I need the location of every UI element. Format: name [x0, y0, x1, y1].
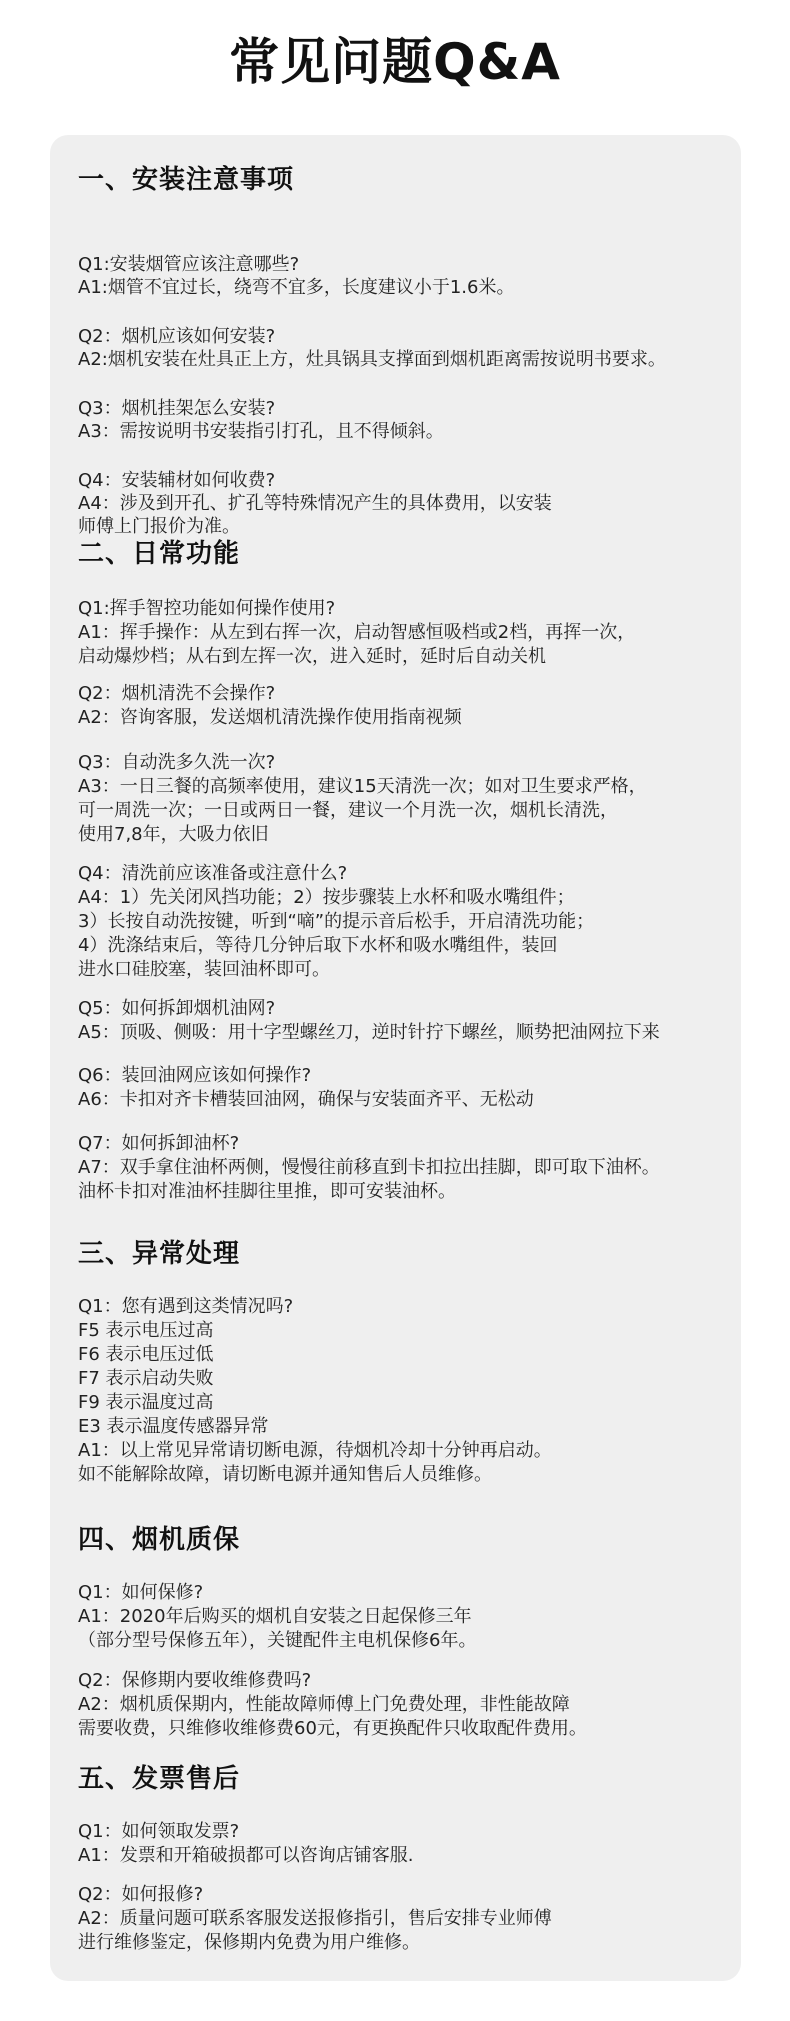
answer: A4：1）先关闭风挡功能；2）按步骤装上水杯和吸水嘴组件；: [78, 887, 575, 908]
question: Q2：烟机应该如何安装?: [78, 326, 276, 347]
error-code: F9 表示温度过高: [78, 1392, 214, 1413]
error-code: F7 表示启动失败: [78, 1368, 214, 1389]
question: Q4：清洗前应该准备或注意什么?: [78, 863, 348, 884]
answer: A3：一日三餐的高频率使用，建议15天清洗一次；如对卫生要求严格，: [78, 776, 647, 797]
section-exceptions: [78, 1237, 738, 1485]
answer: A1：以上常见异常请切断电源，待烟机冷却十分钟再启动。: [78, 1440, 552, 1461]
question: Q3：自动洗多久洗一次?: [78, 752, 276, 773]
section-invoice-aftersales: [78, 1762, 738, 1953]
answer: A1:烟管不宜过长，绕弯不宜多，长度建议小于1.6米。: [78, 277, 515, 298]
error-code: E3 表示温度传感器异常: [78, 1416, 269, 1437]
section-daily-functions: [78, 537, 738, 1202]
question: Q2：烟机清洗不会操作?: [78, 683, 276, 704]
answer: A4：涉及到开孔、扩孔等特殊情况产生的具体费用，以安装: [78, 493, 552, 514]
answer: 3）长按自动洗按键，听到“嘀”的提示音后松手，开启清洗功能；: [78, 911, 595, 932]
question: Q1：如何保修?: [78, 1582, 204, 1603]
answer: 油杯卡扣对准油杯挂脚往里推，即可安装油杯。: [78, 1181, 456, 1202]
answer: A1：挥手操作：从左到右挥一次，启动智感恒吸档或2档，再挥一次，: [78, 622, 636, 643]
answer: A2:烟机安装在灶具正上方，灶具锅具支撑面到烟机距离需按说明书要求。: [78, 349, 666, 370]
question: Q1：如何领取发票?: [78, 1821, 240, 1842]
answer: A2：咨询客服，发送烟机清洗操作使用指南视频: [78, 707, 462, 728]
section-warranty: [78, 1523, 738, 1739]
answer: 可一周洗一次；一日或两日一餐，建议一个月洗一次，烟机长清洗，: [78, 800, 618, 821]
question: Q2：保修期内要收维修费吗?: [78, 1670, 312, 1691]
answer: 师傅上门报价为准。: [78, 516, 240, 537]
answer: A1：发票和开箱破损都可以咨询店铺客服.: [78, 1845, 414, 1866]
question: Q6：装回油网应该如何操作?: [78, 1065, 312, 1086]
answer: 进行维修鉴定，保修期内免费为用户维修。: [78, 1932, 420, 1953]
question: Q7：如何拆卸油杯?: [78, 1133, 240, 1154]
answer: A3：需按说明书安装指引打孔，且不得倾斜。: [78, 421, 444, 442]
section-title: 四、烟机质保: [78, 1525, 241, 1555]
answer: A1：2020年后购买的烟机自安装之日起保修三年: [78, 1606, 472, 1627]
answer: 进水口硅胶塞，装回油杯即可。: [78, 959, 330, 980]
question: Q2：如何报修?: [78, 1884, 204, 1905]
question: Q4：安装辅材如何收费?: [78, 470, 276, 491]
error-code: F5 表示电压过高: [78, 1320, 214, 1341]
section-title: 一、安装注意事项: [78, 165, 295, 195]
section-title: 五、发票售后: [78, 1764, 241, 1794]
answer: （部分型号保修五年），关键配件主电机保修6年。: [78, 1630, 477, 1651]
section-installation: [78, 163, 738, 537]
page-title: 常见问题Q&A: [229, 33, 561, 91]
answer: 使用7,8年，大吸力依旧: [78, 824, 269, 845]
question: Q1:安装烟管应该注意哪些?: [78, 254, 300, 275]
answer: 4）洗涤结束后，等待几分钟后取下水杯和吸水嘴组件，装回: [78, 935, 558, 956]
question: Q1：您有遇到这类情况吗?: [78, 1296, 294, 1317]
answer: A2：质量问题可联系客服发送报修指引，售后安排专业师傅: [78, 1908, 552, 1929]
answer: 需要收费，只维修收维修费60元，有更换配件只收取配件费用。: [78, 1718, 587, 1739]
section-title: 二、日常功能: [78, 539, 241, 569]
answer: 如不能解除故障，请切断电源并通知售后人员维修。: [78, 1464, 492, 1485]
faq-card: [50, 135, 741, 1981]
answer: 启动爆炒档；从右到左挥一次，进入延时，延时后自动关机: [78, 646, 546, 667]
question: Q3：烟机挂架怎么安装?: [78, 398, 276, 419]
question: Q1:挥手智控功能如何操作使用?: [78, 598, 336, 619]
answer: A2：烟机质保期内，性能故障师傅上门免费处理，非性能故障: [78, 1694, 570, 1715]
answer: A7：双手拿住油杯两侧，慢慢往前移直到卡扣拉出挂脚，即可取下油杯。: [78, 1157, 660, 1178]
question: Q5：如何拆卸烟机油网?: [78, 998, 276, 1019]
section-title: 三、异常处理: [78, 1239, 241, 1269]
answer: A5：顶吸、侧吸：用十字型螺丝刀，逆时针拧下螺丝，顺势把油网拉下来: [78, 1022, 660, 1043]
error-code: F6 表示电压过低: [78, 1344, 214, 1365]
answer: A6：卡扣对齐卡槽装回油网，确保与安装面齐平、无松动: [78, 1089, 534, 1110]
